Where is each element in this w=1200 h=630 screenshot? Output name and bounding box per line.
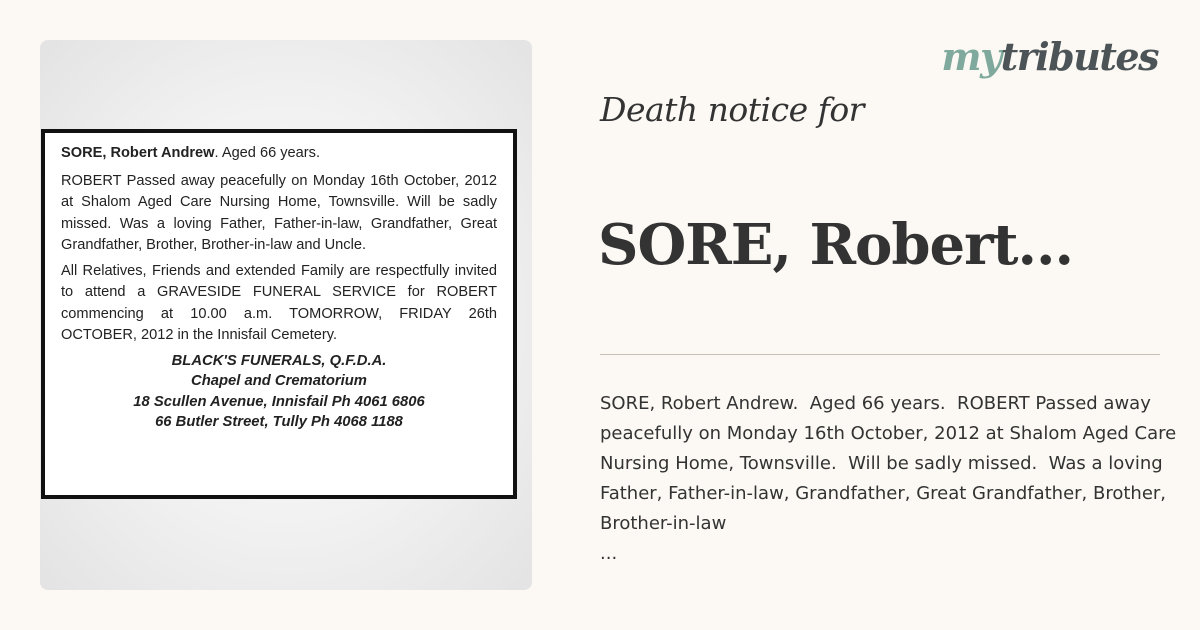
mytributes-logo bbox=[941, 34, 1158, 79]
notice-paragraph-1: ROBERT Passed away peacefully on Monday 16th October, 2012 at Shalom Aged Care Nursing Home, Townsville. Will be sadly missed. Was a loving Father, Father-in-law, Grandfather, Great Grandfather, Brother, Brother-in-law and Uncle. bbox=[61, 172, 497, 253]
divider bbox=[600, 354, 1160, 355]
funeral-director-block bbox=[61, 351, 497, 433]
notice-heading-line bbox=[61, 143, 497, 165]
notice-summary: SORE, Robert Andrew. Aged 66 years. ROBERT Passed away peacefully on Monday 16th October, 2012 at Shalom Aged Care Nursing Home, Townsville. Will be sadly missed. Was a loving Father, Father-in-law, Grandfather, Great Grandfather, Brother, Brother-in-law ... bbox=[600, 393, 1177, 564]
funeral-director-address-1: 18 Scullen Avenue, Innisfail Ph 4061 6806 bbox=[133, 393, 425, 410]
funeral-director-subtitle: Chapel and Crematorium bbox=[191, 373, 367, 389]
funeral-director-address-2: 66 Butler Street, Tully Ph 4068 1188 bbox=[155, 414, 403, 430]
death-notice-clipping bbox=[41, 129, 517, 499]
page-kicker: Death notice for bbox=[600, 90, 864, 129]
notice-age: . Aged 66 years. bbox=[214, 145, 321, 161]
notice-image-card bbox=[40, 40, 532, 590]
notice-deceased-name: SORE, Robert Andrew bbox=[61, 145, 215, 161]
logo-tributes: tributes bbox=[1000, 34, 1158, 79]
logo-my: my bbox=[941, 34, 1001, 79]
page-title: SORE, Robert... bbox=[598, 212, 1073, 278]
funeral-director-name: BLACK'S FUNERALS, Q.F.D.A. bbox=[171, 352, 387, 369]
notice-paragraph-2: All Relatives, Friends and extended Family are respectfully invited to attend a GRAVESIDE FUNERAL SERVICE for ROBERT commencing at 10.00 a.m. TOMORROW, FRIDAY 26th OCTOBER, 2012 in the Innisfail Cemetery. bbox=[61, 262, 497, 343]
